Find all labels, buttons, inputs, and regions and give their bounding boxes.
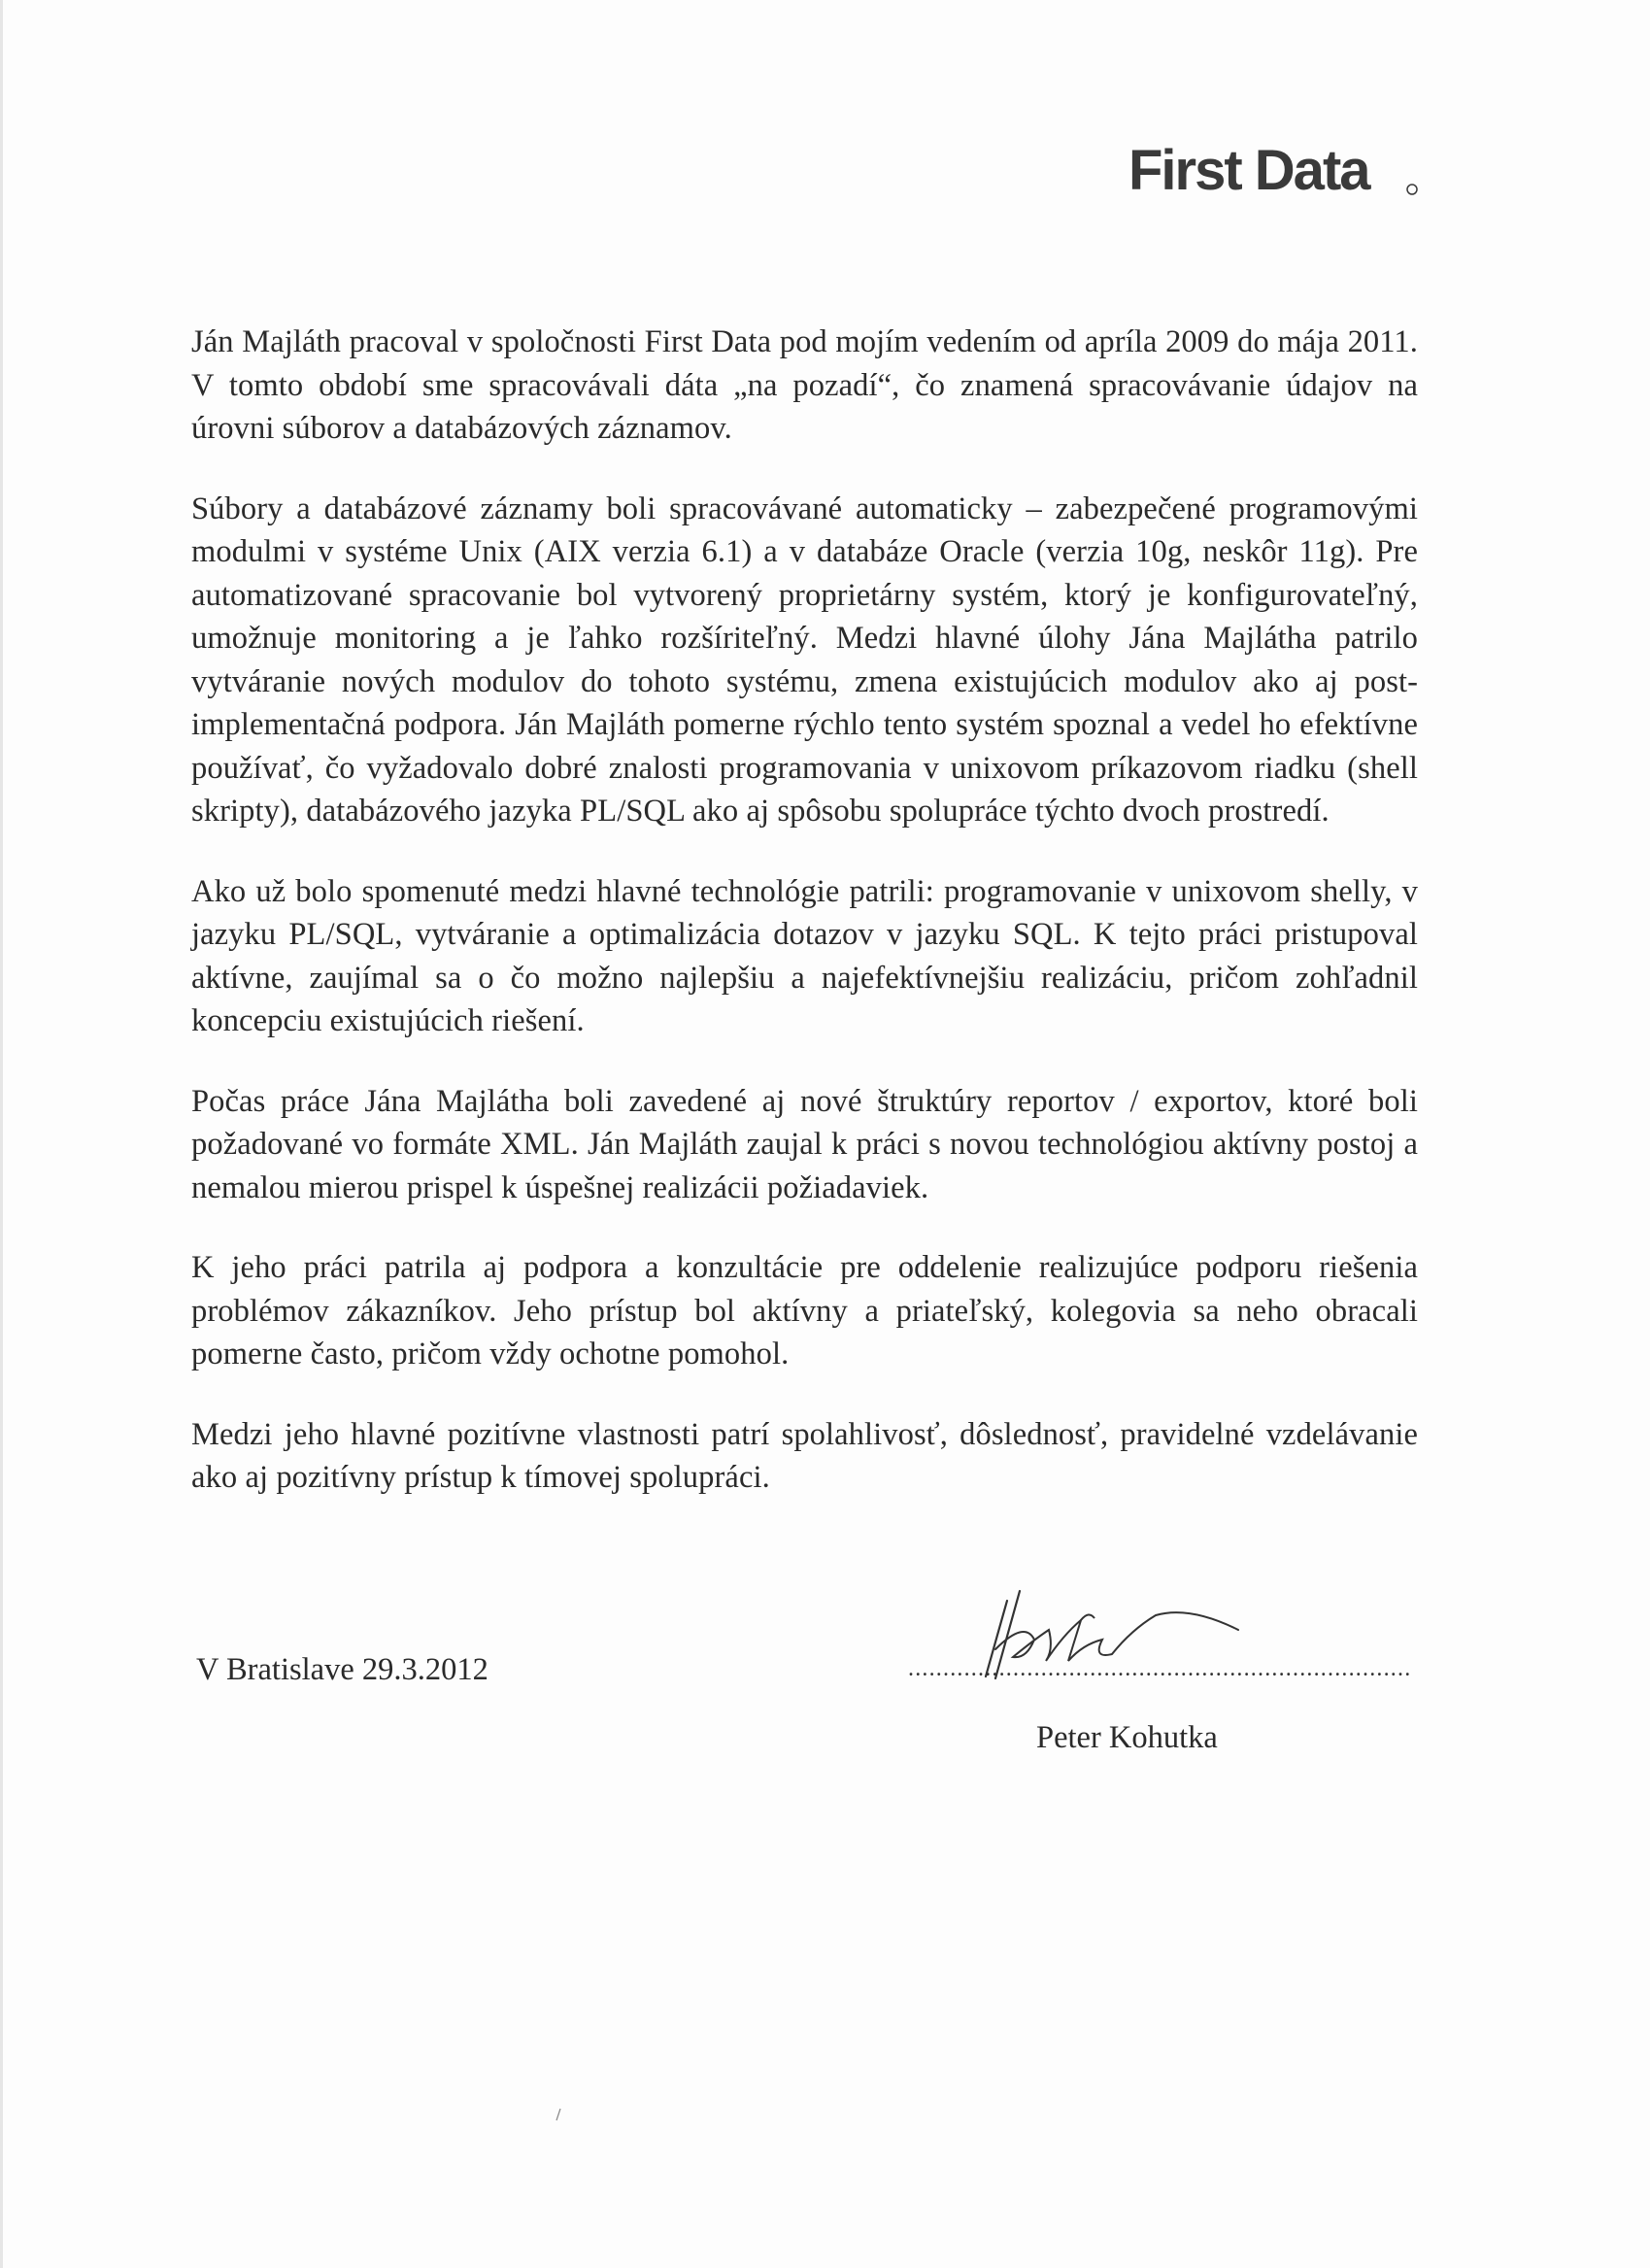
paragraph-6: Medzi jeho hlavné pozitívne vlastnosti patrí spolahlivosť, dôslednosť, pravidelné vzdelávanie ako aj pozitívny prístup k tímovej spolupráci. (191, 1416, 1418, 1495)
first-data-logo (1128, 139, 1420, 207)
place-date: V Bratislave 29.3.2012 (196, 1652, 488, 1687)
paragraph-2: Súbory a databázové záznamy boli spracovávané automaticky – zabezpečené programovými modulmi v systéme Unix (AIX verzia 6.1) a v databáze Oracle (verzia 10g, neskôr 11g). Pre automatizované spracovanie bol vytvorený proprietárny systém, ktorý je konfigurovateľný, umožnuje monitoring a je ľahko rozšíriteľný. Medzi hlavné úlohy Jána Majlátha patrilo vytváranie nových modulov do tohoto systému, zmena existujúcich modulov ako aj post-implementačná podpora. Ján Majláth pomerne rýchlo tento systém spoznal a vedel ho efektívne používať, čo vyžadovalo dobré znalosti programovania v unixovom príkazovom riadku (shell skripty), databázového jazyka PL/SQL ako aj spôsobu spolupráce týchto dvoch prostredí. (191, 491, 1418, 829)
signature-line: ........................................................................ (908, 1656, 1412, 1681)
scan-edge (0, 0, 3, 2268)
paragraph-1: Ján Majláth pracoval v spoločnosti First Data pod mojím vedením od apríla 2009 do mája 2011. V tomto období sme spracovávali dáta „na pozadí“, čo znamená spracovávanie údajov na úrovni súborov a databázových záznamov. (191, 324, 1418, 446)
letter-body (191, 321, 1418, 1537)
signer-name: Peter Kohutka (1036, 1720, 1218, 1755)
paragraph-4: Počas práce Jána Majlátha boli zavedené aj nové štruktúry reportov / exportov, ktoré boli požadované vo formáte XML. Ján Majláth zaujal k práci s novou technológiou aktívny postoj a nemalou mierou prispel k úspešnej realizácii požiadaviek. (191, 1083, 1418, 1205)
paragraph-5: K jeho práci patrila aj podpora a konzultácie pre oddelenie realizujúce podporu riešenia problémov zákazníkov. Jeho prístup bol aktívny a priateľský, kolegovia sa neho obracali pomerne často, pričom vždy ochotne pomohol. (191, 1250, 1418, 1371)
paragraph-3: Ako už bolo spomenuté medzi hlavné technológie patrili: programovanie v unixovom shelly, v jazyku PL/SQL, vytváranie a optimalizácia dotazov v jazyku SQL. K tejto práci pristupoval aktívne, zaujímal sa o čo možno najlepšiu a najefektívnejšiu realizáciu, pričom zohľadnil koncepciu existujúcich riešení. (191, 873, 1418, 1038)
svg-text:First Data: First Data (1128, 139, 1369, 202)
stray-mark (554, 2108, 563, 2121)
